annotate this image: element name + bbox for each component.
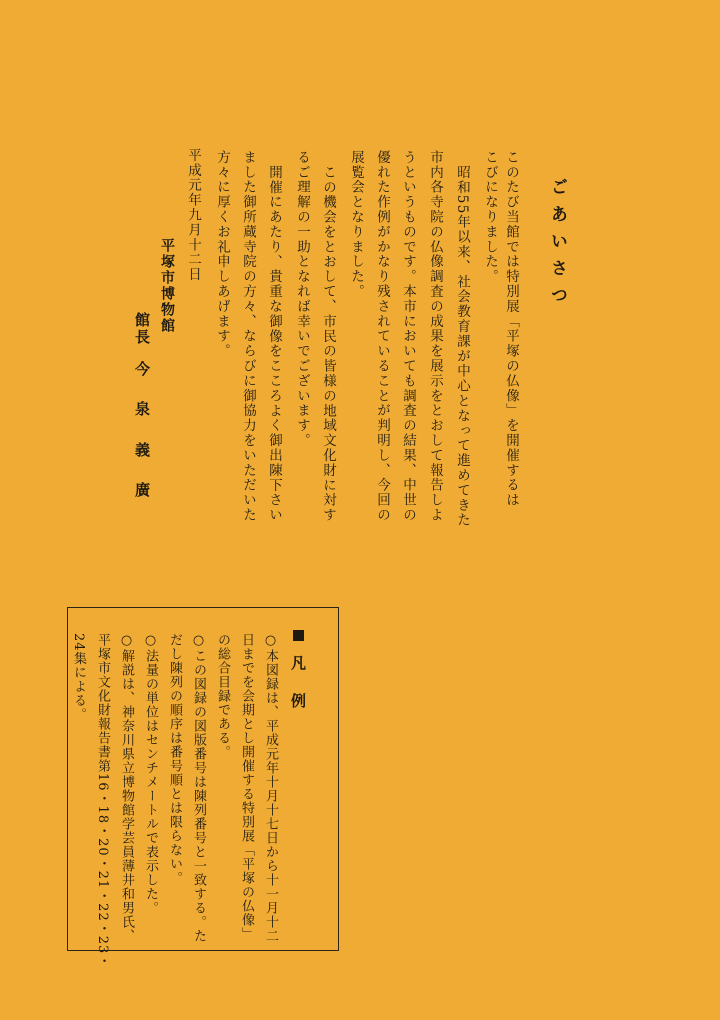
signer-role: 館長 xyxy=(133,312,151,346)
notes-heading xyxy=(288,630,309,712)
greeting-line: 方々に厚くお礼申しあげます。 xyxy=(214,150,230,359)
note-line: ○この図録の図版番号は陳列番号と一致する。た xyxy=(191,633,206,943)
note-line: ○本図録は、平成元年十月十七日から十一月十二 xyxy=(263,633,278,943)
note-line: 日までを会期とし開催する特別展「平塚の仏像」 xyxy=(239,633,254,941)
notes-title: 凡 例 xyxy=(289,655,307,712)
greeting-line: 展覧会となりました。 xyxy=(348,150,364,299)
greeting-line: ました御所蔵寺院の方々、ならびに御協力をいただいた xyxy=(240,150,256,523)
note-line: ○解説は、神奈川県立博物館学芸員薄井和男氏、 xyxy=(119,633,134,943)
signature-block xyxy=(132,312,153,517)
signer-name-char: 義 xyxy=(133,441,151,457)
greeting-title: ごあいさつ xyxy=(547,178,567,313)
note-line: ○法量の単位はセンチメートルで表示した。 xyxy=(143,633,158,915)
signer-name-char: 今 xyxy=(133,361,151,377)
square-bullet-icon xyxy=(293,630,304,641)
greeting-line: 市内各寺院の仏像調査の成果を展示をとおして報告しよ xyxy=(427,150,443,523)
greeting-line: 優れた作例がかなり残されていることが判明し、今回の xyxy=(374,150,390,523)
greeting-line: 昭和55年以来、社会教育課が中心となって進めてきた xyxy=(454,165,470,528)
greeting-line: 開催にあたり、貴重な御像をこころよく御出陳下さい xyxy=(266,165,282,523)
note-line: 平塚市文化財報告書第16・18・20・21・22・23・ xyxy=(95,633,110,969)
signer-name-char: 廣 xyxy=(133,481,151,497)
greeting-line: このたび当館では特別展「平塚の仏像」を開催するは xyxy=(503,150,519,508)
note-line: だし陳列の順序は番号順とは限らない。 xyxy=(167,633,182,885)
note-line: の総合目録である。 xyxy=(215,633,230,759)
greeting-line: るご理解の一助となれば幸いでございます。 xyxy=(294,150,310,448)
greeting-line: この機会をとおして、市民の皆様の地域文化財に対す xyxy=(320,165,336,523)
note-line: 24集による。 xyxy=(71,633,86,722)
museum-name: 平塚市博物館 xyxy=(159,238,175,334)
greeting-line: うというものです。本市においても調査の結果、中世の xyxy=(400,150,416,523)
signer-name-char: 泉 xyxy=(133,401,151,417)
greeting-line: こびになりました。 xyxy=(482,150,498,285)
greeting-date: 平成元年九月十二日 xyxy=(185,148,201,283)
